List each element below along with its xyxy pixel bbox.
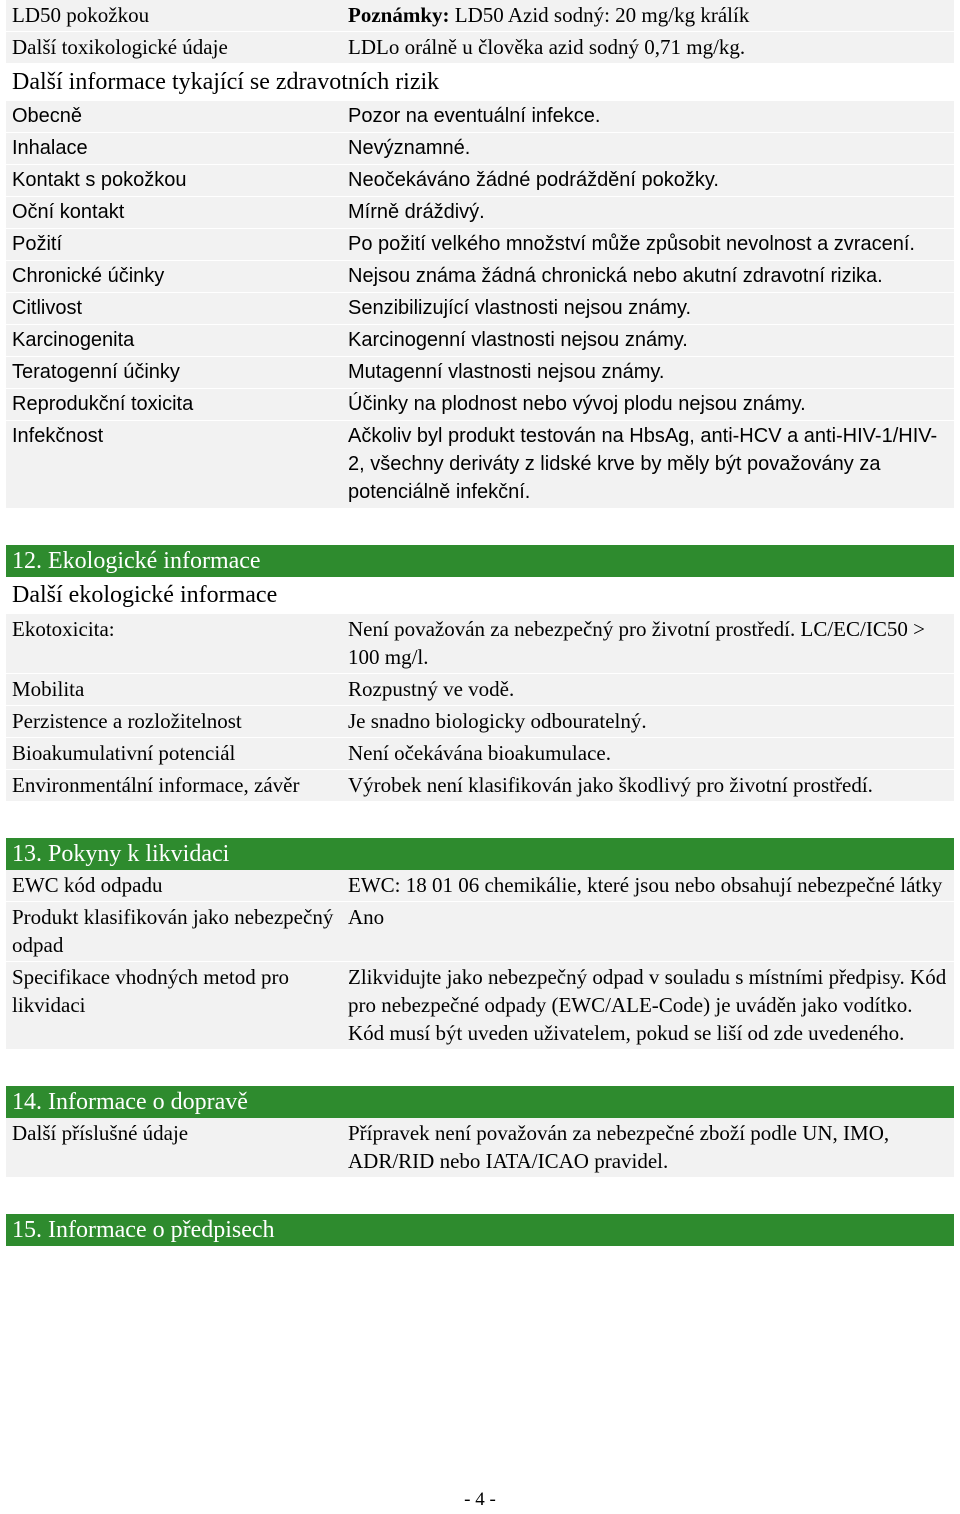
row-label: Infekčnost <box>12 425 104 447</box>
row-label: Citlivost <box>12 297 83 319</box>
row-label: Reprodukční toxicita <box>12 393 194 415</box>
row-label: Mobilita <box>12 677 85 701</box>
note-label: Poznámky: <box>348 3 450 27</box>
row-value: Není považován za nebezpečný pro životní prostředí. LC/EC/IC50 > 100 mg/l. <box>348 617 925 669</box>
table-row <box>6 674 954 706</box>
table-row <box>6 902 954 962</box>
row-value: Senzibilizující vlastnosti nejsou známy. <box>348 297 692 319</box>
row-value: Účinky na plodnost nebo vývoj plodu nejsou známy. <box>348 393 806 415</box>
row-label: Inhalace <box>12 137 88 159</box>
section-heading-13: 13. Pokyny k likvidaci <box>6 838 954 870</box>
table-row <box>6 1118 954 1178</box>
row-value: Po požití velkého množství může způsobit nevolnost a zvracení. <box>348 233 915 255</box>
row-label: EWC kód odpadu <box>12 873 163 897</box>
table-row <box>6 197 954 229</box>
row-value: Výrobek není klasifikován jako škodlivý pro životní prostředí. <box>348 773 873 797</box>
table-row <box>6 738 954 770</box>
row-value: Není očekávána bioakumulace. <box>348 741 611 765</box>
row-value: EWC: 18 01 06 chemikálie, které jsou nebo obsahují nebezpečné látky <box>348 873 943 897</box>
row-value <box>344 0 954 31</box>
row-value: Mírně dráždivý. <box>348 201 485 223</box>
table-row <box>6 357 954 389</box>
row-value: Rozpustný ve vodě. <box>348 677 515 701</box>
row-label: Bioakumulativní potenciál <box>12 741 236 765</box>
table-row <box>6 165 954 197</box>
row-label: Teratogenní účinky <box>12 361 180 383</box>
table-row <box>6 389 954 421</box>
table-row <box>6 962 954 1050</box>
table-row <box>6 870 954 902</box>
note-value: LD50 Azid sodný: 20 mg/kg králík <box>449 3 750 27</box>
table-row <box>6 706 954 738</box>
row-value: Zlikvidujte jako nebezpečný odpad v souladu s místními předpisy. Kód pro nebezpečné odpady (EWC/ALE-Code) je uváděn jako vodítko. Kód musí být uveden uživatelem, pokud se liší od zde uvedeného. <box>348 965 947 1045</box>
table-row <box>6 325 954 357</box>
row-value: LDLo orálně u člověka azid sodný 0,71 mg/kg. <box>348 35 746 59</box>
table-row <box>6 770 954 802</box>
document-page <box>6 0 954 1246</box>
row-value: Přípravek není považován za nebezpečné zboží podle UN, IMO, ADR/RID nebo IATA/ICAO pravidel. <box>348 1121 890 1173</box>
row-label: Obecně <box>12 105 83 127</box>
table-row <box>6 101 954 133</box>
subsection-heading: Další ekologické informace <box>6 577 954 614</box>
section-heading-14: 14. Informace o dopravě <box>6 1086 954 1118</box>
section-heading-12: 12. Ekologické informace <box>6 545 954 577</box>
row-label: Další toxikologické údaje <box>12 35 228 59</box>
row-value: Je snadno biologicky odbouratelný. <box>348 709 647 733</box>
row-value: Neočekáváno žádné podráždění pokožky. <box>348 169 719 191</box>
row-label: LD50 pokožkou <box>12 3 150 27</box>
row-value: Mutagenní vlastnosti nejsou známy. <box>348 361 665 383</box>
row-value: Nejsou známa žádná chronická nebo akutní zdravotní rizika. <box>348 265 883 287</box>
table-row <box>6 614 954 674</box>
row-label: Produkt klasifikován jako nebezpečný odpad <box>12 905 334 957</box>
table-row <box>6 133 954 165</box>
table-row <box>6 0 954 32</box>
row-label: Kontakt s pokožkou <box>12 169 187 191</box>
row-label: Požití <box>12 233 63 255</box>
row-label: Perzistence a rozložitelnost <box>12 709 242 733</box>
page-number: - 4 - <box>464 1489 496 1510</box>
table-row <box>6 32 954 64</box>
row-value: Nevýznamné. <box>348 137 471 159</box>
row-value: Pozor na eventuální infekce. <box>348 105 601 127</box>
row-label: Ekotoxicita: <box>12 617 115 641</box>
row-label: Chronické účinky <box>12 265 165 287</box>
table-row <box>6 293 954 325</box>
row-label: Specifikace vhodných metod pro likvidaci <box>12 965 289 1017</box>
row-value: Karcinogenní vlastnosti nejsou známy. <box>348 329 688 351</box>
row-label: Karcinogenita <box>12 329 135 351</box>
row-label: Další příslušné údaje <box>12 1121 189 1145</box>
row-label: Oční kontakt <box>12 201 125 223</box>
table-row <box>6 421 954 509</box>
table-row <box>6 229 954 261</box>
section-heading-15: 15. Informace o předpisech <box>6 1214 954 1246</box>
row-value: Ano <box>348 905 385 929</box>
table-row <box>6 261 954 293</box>
row-label: Environmentální informace, závěr <box>12 773 300 797</box>
subsection-heading: Další informace tykající se zdravotních rizik <box>6 64 954 101</box>
row-value: Ačkoliv byl produkt testován na HbsAg, anti-HCV a anti-HIV-1/HIV-2, všechny deriváty z lidské krve by měly být považovány za potenciálně infekční. <box>348 425 938 503</box>
